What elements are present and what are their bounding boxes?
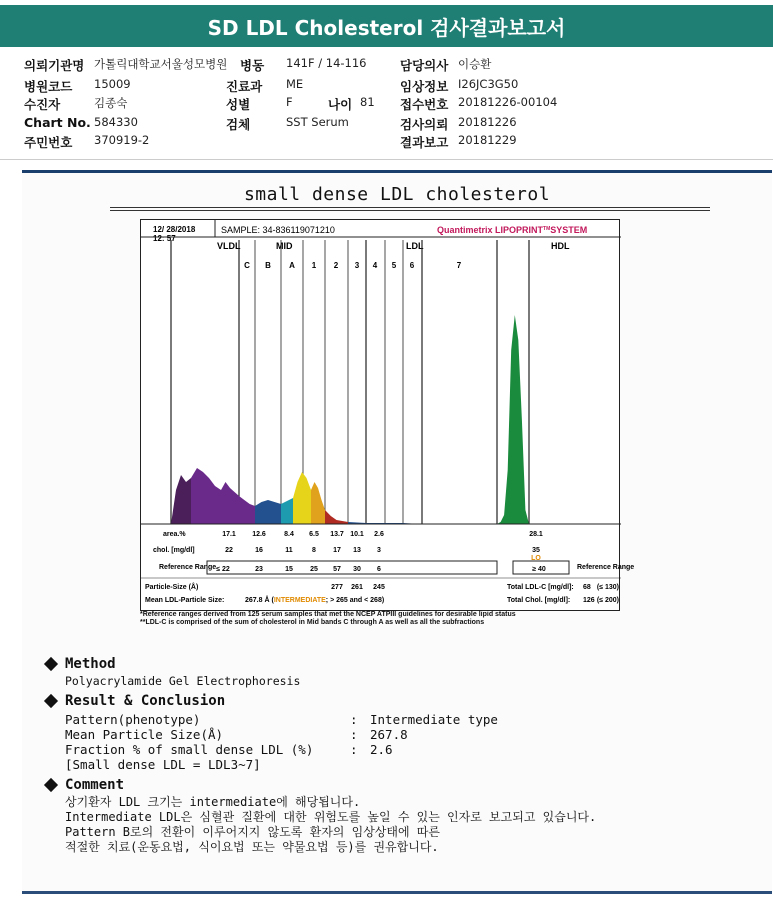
chart-time: 12: 57 <box>153 234 176 243</box>
ref-value: 57 <box>333 566 341 573</box>
band-label: A <box>289 261 295 270</box>
method-section <box>46 656 300 689</box>
dept-value: ME <box>286 77 304 91</box>
patient-value: 김종숙 <box>94 96 128 110</box>
band-dividers <box>171 240 529 524</box>
band-label: 1 <box>311 261 317 270</box>
result-section <box>46 693 498 772</box>
result-row-value: 267.8 <box>370 727 408 742</box>
result-row-sep: : <box>350 712 358 727</box>
curve-segment <box>281 498 293 524</box>
curve-segment <box>325 510 348 524</box>
chol-label: chol. [mg/dl] <box>153 547 195 554</box>
bottom-divider <box>22 891 772 894</box>
density-curve <box>171 315 529 524</box>
zone-vldl: VLDL <box>217 241 241 251</box>
lipoprint-chart <box>140 219 635 611</box>
area-label: area.% <box>163 531 186 538</box>
code-label: 병원코드 <box>24 79 73 94</box>
clinical-label: 임상정보 <box>400 79 449 94</box>
age-value: 81 <box>360 95 375 109</box>
chol-value: 22 <box>225 547 233 554</box>
result-row <box>65 742 498 757</box>
band-label: C <box>244 261 250 270</box>
total-chol-value: 126 <box>583 597 595 604</box>
chol-value: 8 <box>312 547 316 554</box>
id-label: 주민번호 <box>24 135 73 150</box>
ref-label: Reference Range <box>159 564 217 571</box>
chol-value: 35 <box>532 547 540 554</box>
band-label: B <box>265 261 271 270</box>
ref-value: ≥ 40 <box>532 566 546 573</box>
title-underline <box>110 207 710 208</box>
result-row-label: Fraction % of small dense LDL (%) <box>65 742 314 757</box>
area-value: 13.7 <box>330 531 344 538</box>
area-value: 2.6 <box>374 531 384 538</box>
result-row-sep: : <box>350 727 358 742</box>
ward-value: 141F / 14-116 <box>286 56 367 70</box>
result-row <box>65 727 498 742</box>
result-row-value: Intermediate type <box>370 712 498 727</box>
comment-section <box>46 777 596 855</box>
receipt-value: 20181226-00104 <box>458 95 558 109</box>
area-value: 6.5 <box>309 531 319 538</box>
total-ldl-ref: (≤ 130) <box>596 584 619 591</box>
band-label: 4 <box>372 261 378 270</box>
particle-value: 245 <box>373 584 385 591</box>
result-row-sep: : <box>350 742 358 757</box>
chol-value: 17 <box>333 547 341 554</box>
doctor-value: 이승환 <box>458 57 492 71</box>
sex-label: 성별 <box>226 97 251 112</box>
top-divider <box>22 170 772 173</box>
result-row <box>65 712 498 727</box>
area-value: 8.4 <box>284 531 294 538</box>
chol-value: 13 <box>353 547 361 554</box>
report-date-value: 20181229 <box>458 133 517 147</box>
curve-segment <box>191 468 221 524</box>
patient-info <box>0 50 773 160</box>
area-value: 10.1 <box>350 531 364 538</box>
total-ldl-value: 68 <box>583 584 591 591</box>
specimen-value: SST Serum <box>286 115 349 129</box>
chol-value: 16 <box>255 547 263 554</box>
curve-segment <box>171 475 191 524</box>
curve-segment <box>497 315 529 524</box>
band-label: 3 <box>354 261 360 270</box>
zone-mid: MID <box>276 241 293 251</box>
lipoprint-svg <box>141 220 635 612</box>
band-label: 6 <box>409 261 415 270</box>
mean-value: 267.8 Å (INTERMEDIATE; > 265 and < 268) <box>245 597 385 604</box>
patient-label: 수진자 <box>24 97 61 112</box>
result-rows <box>65 712 498 757</box>
age-label: 나이 <box>328 97 353 112</box>
scanned-report <box>22 170 772 894</box>
mean-label: Mean LDL-Particle Size: <box>145 597 225 604</box>
result-heading: Result & Conclusion <box>46 693 498 709</box>
curve-segment <box>311 482 325 524</box>
curve-segment <box>293 472 311 524</box>
id-value: 370919-2 <box>94 133 150 147</box>
ref-value: 15 <box>285 566 293 573</box>
dept-label: 진료과 <box>226 79 263 94</box>
total-ldl-label: Total LDL-C [mg/dl]: <box>507 584 574 591</box>
comment-line: Intermediate LDL은 심혈관 질환에 대한 위험도를 높일 수 있는 인자로 보고되고 있습니다. <box>65 810 597 824</box>
report-date-label: 결과보고 <box>400 135 449 150</box>
chart-brand: Quantimetrix LIPOPRINT™SYSTEM <box>437 225 588 235</box>
area-value: 28.1 <box>529 531 543 538</box>
area-value: 12.6 <box>252 531 266 538</box>
curve-segment <box>255 500 281 524</box>
band-label: 7 <box>456 261 462 270</box>
title-underline-2 <box>110 210 710 211</box>
chol-hdl-flag: LO <box>531 555 541 562</box>
chol-value: 3 <box>377 547 381 554</box>
chart-no-label: Chart No. <box>24 115 91 130</box>
request-value: 20181226 <box>458 115 517 129</box>
zone-ldl: LDL <box>406 241 424 251</box>
ref-label-right: Reference Range <box>577 564 635 571</box>
comment-lines <box>65 795 596 855</box>
method-heading: Method <box>46 656 300 672</box>
hospital-value: 가톨릭대학교서울성모병원 <box>94 57 228 71</box>
comment-line: Pattern B로의 전환이 이루어지지 않도록 환자의 임상상태에 따른 <box>65 825 440 839</box>
chart-note-2: **LDL-C is comprised of the sum of cholesterol in Mid bands C through A as well as all the subfractions <box>140 619 485 626</box>
area-value: 17.1 <box>222 531 236 538</box>
band-label: 2 <box>333 261 339 270</box>
bullet-diamond-icon <box>44 694 58 708</box>
specimen-label: 검체 <box>226 117 251 132</box>
ref-value: 30 <box>353 566 361 573</box>
particle-value: 277 <box>331 584 343 591</box>
result-row-label: Pattern(phenotype) <box>65 712 201 727</box>
ref-value: 23 <box>255 566 263 573</box>
request-label: 검사의뢰 <box>400 117 449 132</box>
report-title: SD LDL Cholesterol 검사결과보고서 <box>0 5 773 47</box>
doc-title: small dense LDL cholesterol <box>243 184 551 205</box>
curve-segment <box>239 496 255 524</box>
chol-value: 11 <box>285 547 293 554</box>
comment-line: 상기환자 LDL 크기는 intermediate에 해당됩니다. <box>65 795 361 809</box>
chart-note-1: *Reference ranges derived from 125 serum samples that met the NCEP ATPIII guidelines for desirable lipid status <box>140 611 516 618</box>
ref-value: ≤ 22 <box>216 566 230 573</box>
result-row-value: 2.6 <box>370 742 393 757</box>
curve-segment <box>221 482 239 524</box>
chart-date: 12/ 28/2018 <box>153 225 196 234</box>
method-text: Polyacrylamide Gel Electrophoresis <box>65 674 301 688</box>
doctor-label: 담당의사 <box>400 58 449 73</box>
ref-value: 6 <box>377 566 381 573</box>
sex-value: F <box>286 95 293 109</box>
chart-sample: SAMPLE: 34-836119071210 <box>221 225 335 235</box>
zone-hdl: HDL <box>551 241 570 251</box>
band-labels <box>244 261 462 270</box>
comment-heading: Comment <box>46 777 596 793</box>
total-chol-ref: (≤ 200) <box>596 597 619 604</box>
clinical-value: I26JC3G50 <box>458 77 519 91</box>
ref-value: 25 <box>310 566 318 573</box>
band-label: 5 <box>391 261 397 270</box>
result-row-label: Mean Particle Size(Å) <box>65 727 224 742</box>
ward-label: 병동 <box>240 58 265 73</box>
hospital-label: 의뢰기관명 <box>24 58 85 73</box>
chart-notes <box>140 611 620 627</box>
result-note: [Small dense LDL = LDL3~7] <box>65 757 261 772</box>
chart-no-value: 584330 <box>94 115 138 129</box>
particle-value: 261 <box>351 584 363 591</box>
bullet-diamond-icon <box>44 657 58 671</box>
code-value: 15009 <box>94 77 131 91</box>
comment-line: 적절한 치료(운동요법, 식이요법 또는 약물요법 등)를 권유합니다. <box>65 840 439 854</box>
bullet-diamond-icon <box>44 778 58 792</box>
receipt-label: 접수번호 <box>400 97 449 112</box>
particle-label: Particle-Size (Å) <box>145 584 199 591</box>
total-chol-label: Total Chol. [mg/dl]: <box>507 597 571 604</box>
